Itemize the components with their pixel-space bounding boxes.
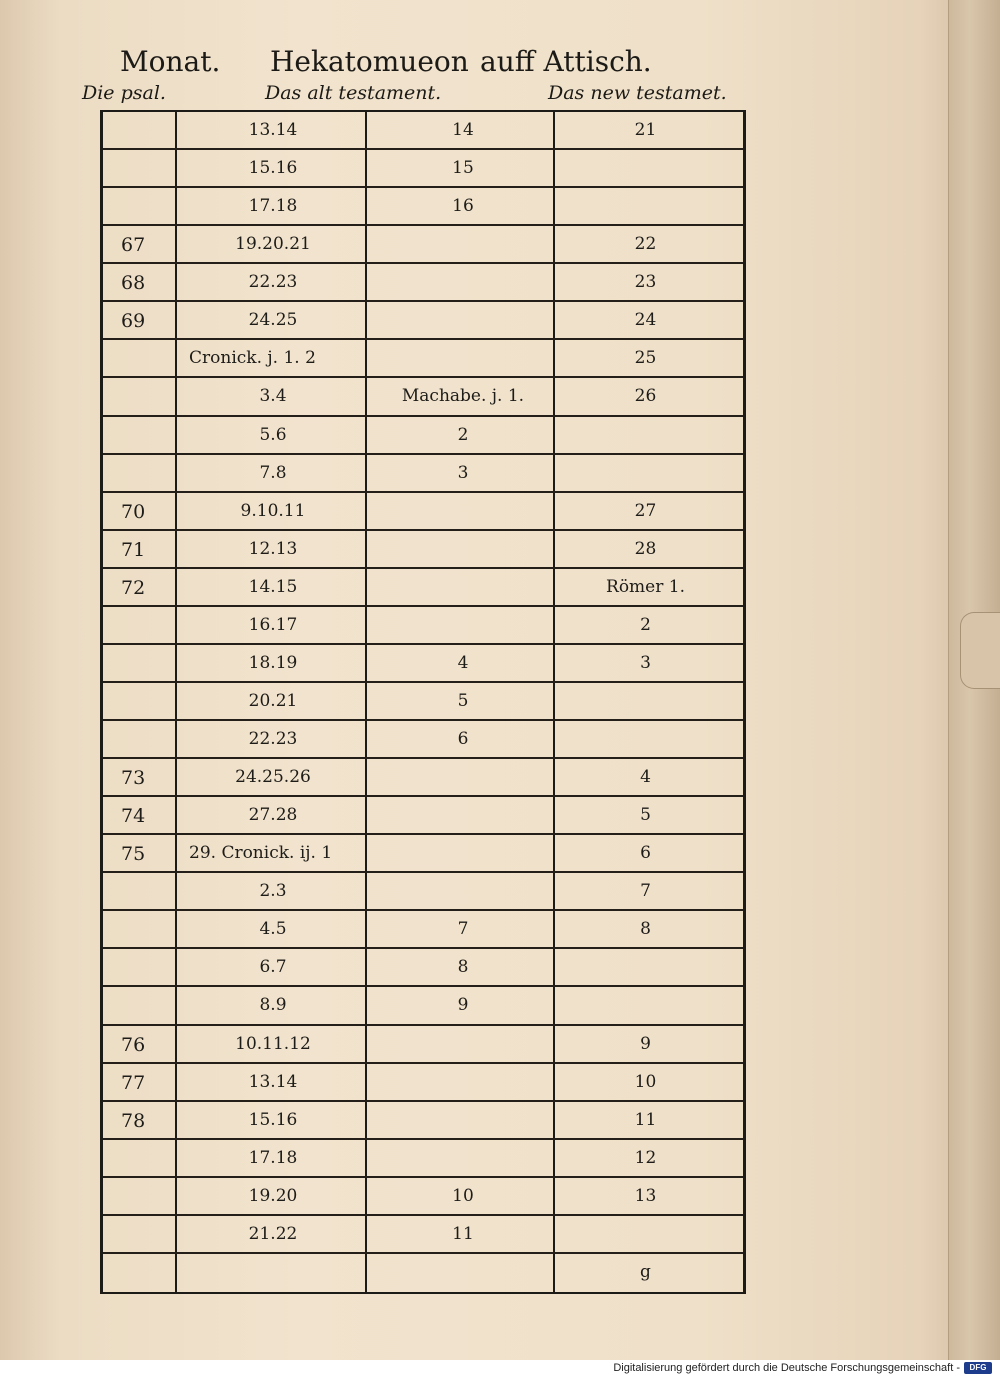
psalm-cell: 74 [121,805,146,828]
table-row [103,645,743,683]
new-testament-cell: 24 [634,310,657,331]
table-row [103,1216,743,1254]
old-testament-cell: 10.11.12 [235,1033,311,1054]
psalm-cell: 70 [121,500,146,523]
apocrypha-cell: 14 [452,120,474,140]
old-testament-cell: 24.25.26 [235,767,311,788]
page-header [120,45,680,85]
old-testament-cell: 15.16 [248,1109,298,1130]
new-testament-cell: 10 [634,1071,657,1092]
new-testament-cell: 21 [634,120,657,140]
dfg-logo: DFG [964,1362,992,1374]
table-row [103,264,743,302]
new-testament-cell: 2 [640,614,651,635]
psalm-cell: 73 [121,767,146,790]
table-row [103,188,743,226]
psalm-cell: 72 [121,576,146,599]
old-testament-cell: 17.18 [248,196,298,217]
apocrypha-cell: 3 [457,462,469,483]
table-row [103,1254,743,1290]
new-testament-cell: 11 [634,1109,657,1130]
psalm-cell: 67 [121,234,146,257]
old-testament-cell: 7.8 [259,462,287,483]
new-testament-cell: 27 [634,500,657,521]
old-testament-cell: 27.28 [248,805,298,826]
old-testament-cell: 13.14 [248,120,298,140]
table-row [103,1140,743,1178]
table-row [103,493,743,531]
new-testament-cell: 25 [634,348,657,369]
new-testament-cell: 5 [640,805,651,826]
table-row [103,1026,743,1064]
new-testament-cell: 3 [640,652,651,673]
table-row [103,417,743,455]
table-row [103,911,743,949]
column-header-psalms: Die psal. [82,82,166,104]
new-testament-cell: 6 [640,843,651,864]
old-testament-cell: 13.14 [248,1071,298,1092]
old-testament-cell: 2.3 [259,881,287,902]
column-header-new-testament: Das new testamet. [548,82,727,104]
apocrypha-cell: 8 [457,957,469,978]
new-testament-cell: 8 [640,919,651,940]
new-testament-cell: 28 [634,538,657,559]
old-testament-cell: 24.25 [248,310,298,331]
apocrypha-cell: 7 [457,919,469,940]
apocrypha-cell: 2 [457,424,469,445]
new-testament-cell: 4 [640,767,651,788]
table-row [103,455,743,493]
table-row [103,226,743,264]
old-testament-cell: 5.6 [259,424,287,445]
table-row [103,873,743,911]
old-testament-cell: 22.23 [248,272,298,293]
apocrypha-cell: 9 [457,995,469,1016]
psalm-cell: 68 [121,272,146,295]
apocrypha-cell: 15 [452,158,474,179]
table-row [103,759,743,797]
header-month-name: Hekatomueon [270,45,469,78]
table-row [103,150,743,188]
table-row [103,531,743,569]
old-testament-cell: 15.16 [248,158,298,179]
old-testament-cell: 18.19 [248,652,298,673]
old-testament-cell: 4.5 [259,919,287,940]
table-row [103,607,743,645]
old-testament-cell: 14.15 [248,576,298,597]
table-row [103,949,743,987]
apocrypha-cell: 10 [452,1185,474,1206]
table-row [103,1064,743,1102]
apocrypha-cell: 5 [457,690,469,711]
apocrypha-cell: Machabe. j. 1. [401,386,525,407]
old-testament-cell: 19.20 [248,1185,298,1206]
old-testament-cell: 8.9 [259,995,287,1016]
table-row [103,378,743,416]
table-row [103,1178,743,1216]
psalm-cell: 77 [121,1071,146,1094]
old-testament-cell: 21.22 [248,1223,298,1244]
new-testament-cell: 9 [640,1033,651,1054]
old-testament-cell: 22.23 [248,729,298,750]
table-row [103,721,743,759]
table-row [103,835,743,873]
table-row [103,302,743,340]
column-header-old-testament: Das alt testament. [265,82,442,104]
old-testament-cell: 3.4 [259,386,287,407]
new-testament-cell: g [640,1261,651,1282]
new-testament-cell: 13 [634,1185,657,1206]
table-row [103,683,743,721]
page-tab-edge [960,612,1000,689]
old-testament-cell: 12.13 [248,538,298,559]
psalm-cell: 75 [121,843,146,866]
reading-table [100,110,746,1294]
old-testament-cell: 20.21 [248,690,298,711]
psalm-cell: 71 [121,538,146,561]
old-testament-cell: 29. Cronick. ij. 1 [189,843,333,864]
table-row [103,112,743,150]
old-testament-cell: 19.20.21 [235,234,311,255]
old-testament-cell: 16.17 [248,614,298,635]
table-row [103,569,743,607]
old-testament-cell: 17.18 [248,1147,298,1168]
apocrypha-cell: 16 [452,196,474,217]
old-testament-cell: Cronick. j. 1. 2 [189,348,316,369]
new-testament-cell: Römer 1. [606,576,685,597]
footer-credit: Digitalisierung gefördert durch die Deutsche Forschungsgemeinschaft - [613,1362,960,1374]
psalm-cell: 78 [121,1109,146,1132]
new-testament-cell: 7 [640,881,651,902]
footer-bar [0,1360,1000,1377]
psalm-cell: 76 [121,1033,146,1056]
header-suffix: auff Attisch. [480,45,652,78]
new-testament-cell: 26 [634,386,657,407]
old-testament-cell: 6.7 [259,957,287,978]
table-row [103,340,743,378]
header-month: Monat. [120,45,221,78]
new-testament-cell: 22 [634,234,657,255]
table-row [103,987,743,1025]
new-testament-cell: 12 [634,1147,657,1168]
table-row [103,797,743,835]
apocrypha-cell: 4 [457,652,469,673]
old-testament-cell: 9.10.11 [240,500,306,521]
new-testament-cell: 23 [634,272,657,293]
apocrypha-cell: 6 [457,729,469,750]
apocrypha-cell: 11 [452,1223,474,1244]
table-row [103,1102,743,1140]
psalm-cell: 69 [121,310,146,333]
